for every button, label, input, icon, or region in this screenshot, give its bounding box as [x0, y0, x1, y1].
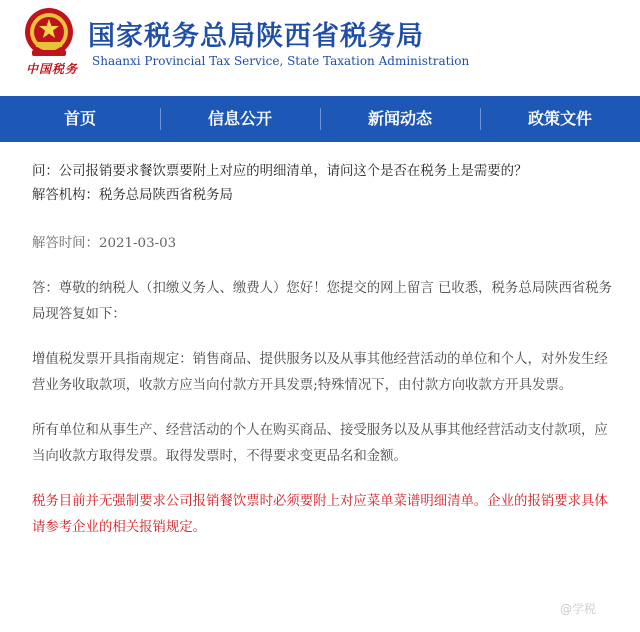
answer-agency: 解答机构：税务总局陕西省税务局 [32, 188, 233, 203]
nav-item-policy[interactable]: 政策文件 [480, 96, 640, 142]
question-text: 问：公司报销要求餐饮票要附上对应的明细清单，请问这个是否在税务上是需要的？ [32, 164, 528, 179]
site-subtitle: Shaanxi Provincial Tax Service, State Taxation Administration [92, 54, 470, 68]
answer-conclusion: 税务目前并无强制要求公司报销餐饮票时必须要附上对应菜单菜谱明细清单。企业的报销要求具体请参考企业的相关报销规定。 [32, 494, 608, 535]
answer-intro: 答：尊敬的纳税人（扣缴义务人、缴费人）您好！您提交的网上留言 已收悉，税务总局陕西省税务局现答复如下： [32, 281, 613, 322]
answer-paragraph-2: 所有单位和从事生产、经营活动的个人在购买商品、接受服务以及从事其他经营活动支付款项，应当向收款方取得发票。取得发票时，不得要求变更品名和金额。 [32, 423, 608, 464]
brand-text: 中国税务 [26, 62, 79, 76]
watermark: @学税 [560, 602, 597, 616]
nav-item-home[interactable]: 首页 [63, 109, 96, 128]
site-title[interactable]: 国家税务总局陕西省税务局 [88, 21, 424, 52]
article-body [32, 160, 617, 540]
answer-date: 解答时间：2021-03-03 [32, 236, 177, 251]
nav-item-info-disclosure[interactable]: 信息公开 [160, 96, 320, 142]
main-nav [0, 96, 640, 142]
answer-paragraph-1: 增值税发票开具指南规定：销售商品、提供服务以及从事其他经营活动的单位和个人，对外发生经营业务收取款项，收款方应当向付款方开具发票;特殊情况下，由付款方向收款方开具发票。 [32, 352, 608, 393]
nav-item-news[interactable]: 新闻动态 [320, 96, 480, 142]
site-header [0, 0, 640, 96]
tax-emblem-icon [20, 6, 78, 62]
